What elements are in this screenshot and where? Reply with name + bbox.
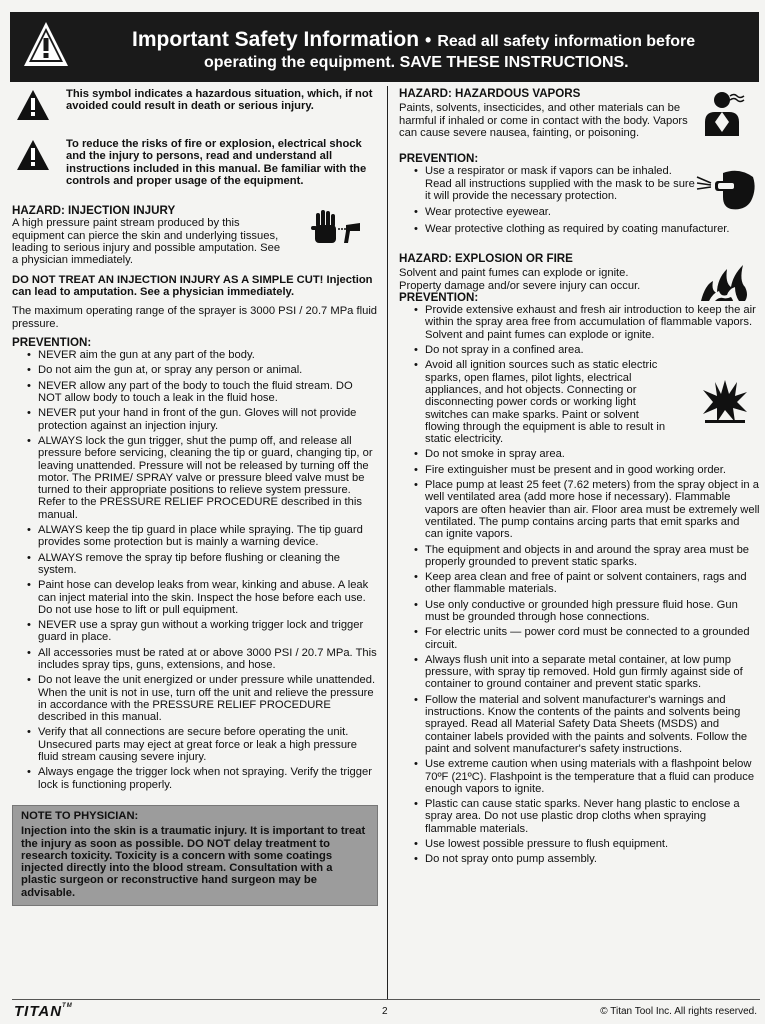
vapors-prevention-list	[399, 165, 760, 234]
hand-injection-icon	[310, 209, 362, 249]
fire-icon	[699, 261, 749, 303]
injection-hazard-heading: HAZARD: INJECTION INJURY	[12, 204, 176, 218]
fire-hazard-section	[399, 253, 760, 304]
list-item: • Use a respirator or mask if vapors can be inhaled. Read all instructions supplied with the mask to be sure it will provide the necessary protection.	[399, 165, 760, 202]
list-item: • Place pump at least 25 feet (7.62 meters) from the spray object in a well ventilated area (add more hose if necessary). Flammable vapors are often heavier than air. Floor area must be extremely well ventilated. The pump contains arcing parts that emit sparks and can ignite vapors.	[399, 479, 760, 540]
list-item: • Wear protective eyewear.	[399, 206, 760, 218]
list-item: • Fire extinguisher must be present and in good working order.	[399, 464, 760, 476]
list-item: • All accessories must be rated at or above 3000 PSI / 20.7 MPa. This includes spray tips, guns, extensions, and hose.	[12, 647, 378, 672]
list-item: • NEVER allow any part of the body to touch the fluid stream. DO NOT allow body to touch a leak in the fluid hose.	[12, 380, 378, 405]
list-item: • Use lowest possible pressure to flush equipment.	[399, 838, 760, 850]
right-column	[399, 88, 760, 866]
list-item: • Plastic can cause static sparks. Never hang plastic to enclose a spray area. Do not use plastic drop cloths when spraying flammable materials.	[399, 798, 760, 835]
fire-prevention-block	[399, 304, 760, 865]
injection-prevention-list	[12, 349, 378, 791]
copyright-notice: © Titan Tool Inc. All rights reserved.	[600, 1006, 757, 1017]
list-item: • Always engage the trigger lock when not spraying. Verify the trigger lock is functioning properly.	[12, 766, 378, 791]
header-banner	[10, 12, 759, 82]
list-item: • The equipment and objects in and around the spray area must be properly grounded to prevent static sparks.	[399, 544, 760, 569]
fire-prevention-list	[399, 304, 760, 865]
warning-triangle-icon	[16, 89, 50, 121]
vapors-hazard-text: Paints, solvents, insecticides, and other materials can be harmful if inhaled or come in contact with the body. Vapors can cause severe nausea, fainting, or poisoning.	[399, 102, 688, 139]
note-to-physician-title: NOTE TO PHYSICIAN:	[21, 809, 139, 822]
prevention-heading: PREVENTION:	[12, 335, 92, 349]
list-item: • NEVER aim the gun at any part of the body.	[12, 349, 378, 361]
note-to-physician-text: Injection into the skin is a traumatic injury. It is important to treat the injury as soon as possible. DO NOT delay treatment to research toxicity. Toxicity is a concern with some coatings injected directly into the blood stream. Consultation with a plastic surgeon or reconstructive hand surgeon may be advisable.	[21, 825, 366, 899]
left-column	[12, 88, 378, 906]
vapor-inhalation-icon	[697, 90, 755, 138]
list-item: • Follow the material and solvent manufacturer's warnings and instructions. Know the contents of the paints and solvents being sprayed. Read all Material Safety Data Sheets (MSDS) and container labels provided with the paints and solvents. Follow the paint and solvent manufacturer's safety instructions.	[399, 694, 760, 755]
list-item: • Always flush unit into a separate metal container, at low pump pressure, with spray tip removed. Hold gun firmly against side of container to ground container and prevent static sparks.	[399, 654, 760, 691]
list-item: • NEVER use a spray gun without a working trigger lock and trigger guard in place.	[12, 619, 378, 644]
list-item: • Use only conductive or grounded high pressure fluid hose. Gun must be grounded through hose connections.	[399, 599, 760, 624]
vapors-hazard-section	[399, 88, 760, 139]
header-subtitle-1: Read all safety information before	[437, 33, 696, 50]
symbol-note-1: This symbol indicates a hazardous situation, which, if not avoided could result in death or serious injury.	[12, 88, 378, 124]
note-to-physician-box	[12, 805, 378, 906]
list-item: • Do not leave the unit energized or under pressure while unattended. When the unit is not in use, turn off the unit and relieve the pressure in accordance with the PRESSURE RELIEF PROCEDURE described in this manual.	[12, 674, 378, 723]
page-number: 2	[382, 1006, 388, 1017]
footer-rule	[12, 999, 760, 1000]
list-item: • Do not spray in a confined area.	[399, 344, 760, 356]
list-item: • Do not smoke in spray area.	[399, 448, 760, 460]
list-item: • ALWAYS keep the tip guard in place while spraying. The tip guard provides some protection but is mainly a warning device.	[12, 524, 378, 549]
injection-hazard-section	[12, 205, 378, 266]
page-title: Important Safety Information	[132, 28, 420, 51]
max-pressure-text: The maximum operating range of the sprayer is 3000 PSI / 20.7 MPa fluid pressure.	[12, 305, 378, 330]
list-item: • ALWAYS lock the gun trigger, shut the pump off, and release all pressure before servicing, cleaning the tip or guard, changing tip, or leaving unattended. Pressure will not be released by turning off the motor. The PRIME/ SPRAY valve or pressure bleed valve must be turned to their appropriate positions to relieve system pressure. Refer to the PRESSURE RELIEF PROCEDURE described in this manual.	[12, 435, 378, 521]
list-item: • Provide extensive exhaust and fresh air introduction to keep the air within the spray area free from accumulation of flammable vapors. Solvent and paint fumes can explode or ignite.	[399, 304, 760, 341]
fire-hazard-text: Solvent and paint fumes can explode or ignite. Property damage and/or severe injury can occur.	[399, 267, 641, 292]
injection-hazard-text: A high pressure paint stream produced by this equipment can pierce the skin and underlying tissues, leading to serious injury and possible amputation. See a physician immediately.	[12, 217, 281, 267]
list-item: • Do not spray onto pump assembly.	[399, 853, 760, 865]
vapors-hazard-heading: HAZARD: HAZARDOUS VAPORS	[399, 87, 581, 100]
title-separator: •	[425, 30, 432, 50]
column-divider	[387, 86, 388, 1000]
do-not-treat-warning: DO NOT TREAT AN INJECTION INJURY AS A SIMPLE CUT! Injection can lead to amputation. See a physician immediately.	[12, 273, 373, 298]
list-item: • ALWAYS remove the spray tip before flushing or cleaning the system.	[12, 552, 378, 577]
list-item: • Keep area clean and free of paint or solvent containers, rags and other flammable materials.	[399, 571, 760, 596]
warning-triangle-icon	[22, 20, 70, 70]
fire-hazard-heading: HAZARD: EXPLOSION OR FIRE	[399, 251, 573, 265]
list-item: • Wear protective clothing as required by coating manufacturer.	[399, 223, 760, 235]
fire-prevention-heading: PREVENTION:	[399, 290, 479, 304]
vapors-prevention-block	[399, 165, 760, 234]
warning-triangle-icon	[16, 139, 50, 171]
list-item: • NEVER put your hand in front of the gun. Gloves will not provide protection against an injection injury.	[12, 407, 378, 432]
list-item: • Avoid all ignition sources such as static electric sparks, open flames, pilot lights, electrical appliances, and hot objects. Connecting or disconnecting power cords or working light switches can make sparks. Paint or solvent flowing through the equipment is able to result in static electricity.	[399, 359, 760, 445]
list-item: • Do not aim the gun at, or spray any person or animal.	[12, 364, 378, 376]
vapors-prevention-heading: PREVENTION:	[399, 152, 479, 166]
list-item: • Paint hose can develop leaks from wear, kinking and abuse. A leak can inject material into the skin. Inspect the hose before each use. Do not use hose to lift or pull equipment.	[12, 579, 378, 616]
list-item: • Verify that all connections are secure before operating the unit. Unsecured parts may eject at great force or leak a high pressure fluid stream causing severe injury.	[12, 726, 378, 763]
list-item: • Use extreme caution when using materials with a flashpoint below 70ºF (21ºC). Flashpoint is the temperature that a fluid can produce enough vapors to ignite.	[399, 758, 760, 795]
symbol-note-2: To reduce the risks of fire or explosion, electrical shock and the injury to persons, read and understand all instructions included in this manual. Be familiar with the controls and proper usage of the equipment.	[12, 138, 378, 187]
header-subtitle-2: operating the equipment. SAVE THESE INSTRUCTIONS.	[204, 54, 629, 71]
titan-logo: TITAN™	[14, 1003, 73, 1020]
list-item: • For electric units — power cord must be connected to a grounded circuit.	[399, 626, 760, 651]
